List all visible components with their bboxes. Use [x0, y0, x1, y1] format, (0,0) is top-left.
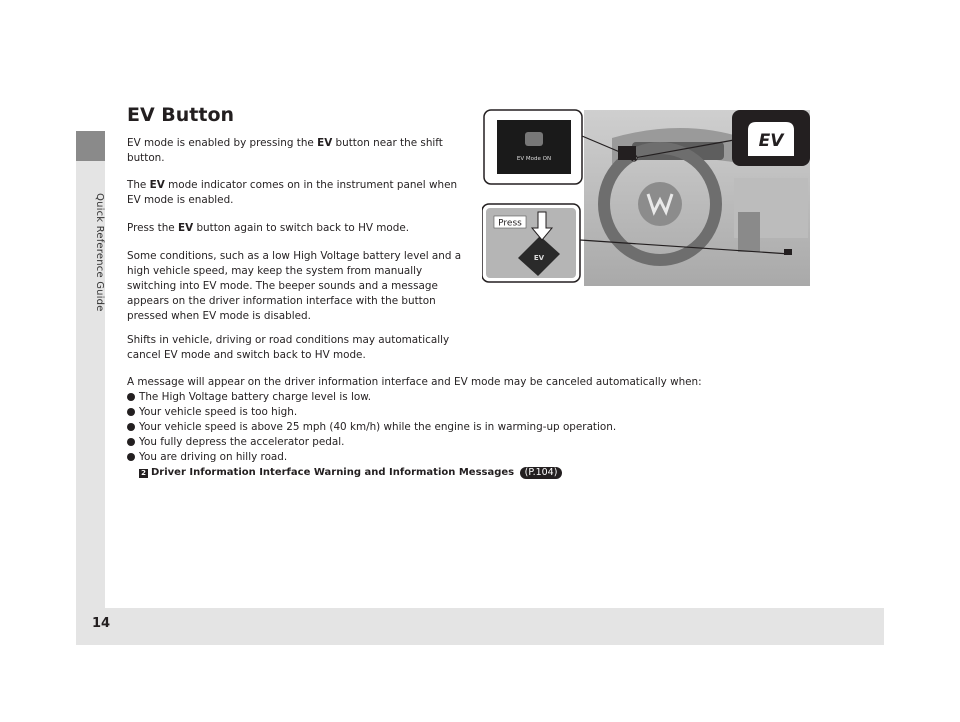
- xref-arrow-icon: 2: [139, 469, 148, 478]
- press-label: Press: [498, 218, 522, 229]
- bullet-icon: [127, 393, 135, 401]
- page-ref-badge[interactable]: (P.104): [520, 467, 563, 479]
- list-item-text: Your vehicle speed is too high.: [139, 406, 298, 418]
- steering-hub: [638, 182, 682, 226]
- list-item: [127, 435, 827, 450]
- text: mode indicator comes on in the instrument panel when EV mode is enabled.: [127, 179, 458, 206]
- bullet-icon: [127, 453, 135, 461]
- text: EV mode is enabled by pressing the: [127, 137, 318, 149]
- ev-keyword: EV: [149, 179, 165, 191]
- display-message: EV Mode ON: [516, 156, 552, 162]
- auto-cancel-section: [127, 375, 827, 480]
- indicator-location: [618, 146, 636, 160]
- paragraph-shifts: Shifts in vehicle, driving or road conditions may automatically cancel EV mode and switch back to HV mode.: [127, 334, 450, 361]
- list-item-text: The High Voltage battery charge level is low.: [139, 391, 372, 403]
- list-item: [127, 450, 827, 465]
- text: button near the shift button.: [127, 137, 443, 164]
- cross-reference-link[interactable]: [127, 465, 827, 480]
- list-item-text: You fully depress the accelerator pedal.: [139, 436, 345, 448]
- ev-button-illustration: [482, 108, 812, 286]
- page-title: EV Button: [127, 104, 235, 126]
- list-item: [127, 405, 827, 420]
- shift-console: [738, 212, 760, 252]
- section-tab-marker: [76, 131, 105, 161]
- bullet-icon: [127, 438, 135, 446]
- auto-cancel-list: [127, 390, 827, 465]
- ev-button-location: [784, 249, 792, 255]
- display-screen: [497, 120, 571, 174]
- ev-button-text: EV: [533, 254, 545, 262]
- paragraph-switch-back: [127, 221, 472, 236]
- xref-text: Driver Information Interface Warning and Information Messages: [151, 467, 515, 478]
- bullet-icon: [127, 423, 135, 431]
- page-ref-text: P.104: [528, 467, 554, 478]
- ev-keyword: EV: [317, 137, 333, 149]
- auto-cancel-intro: A message will appear on the driver information interface and EV mode may be canceled automatically when:: [127, 376, 702, 388]
- list-item-text: You are driving on hilly road.: [139, 451, 288, 463]
- list-item: [127, 420, 827, 435]
- paragraph-enable: [127, 136, 472, 166]
- sidebar-section-label: Quick Reference Guide: [94, 192, 105, 312]
- ev-indicator-icon: [525, 132, 543, 146]
- list-item: [127, 390, 827, 405]
- paragraph-indicator: [127, 178, 472, 208]
- ev-badge-text: EV: [758, 131, 784, 151]
- text: The: [127, 179, 150, 191]
- paragraph-conditions: Some conditions, such as a low High Voltage battery level and a high vehicle speed, may keep the system from manually switching into EV mode. The beeper sounds and a message appears on the driver information interface with the button pressed when EV mode is disabled.: [127, 250, 462, 322]
- text: button again to switch back to HV mode.: [193, 222, 410, 234]
- list-item-text: Your vehicle speed is above 25 mph (40 km/h) while the engine is in warming-up operation.: [139, 421, 617, 433]
- page-number: 14: [92, 616, 111, 631]
- bullet-icon: [127, 408, 135, 416]
- ev-keyword: EV: [178, 222, 194, 234]
- text: Press the: [127, 222, 179, 234]
